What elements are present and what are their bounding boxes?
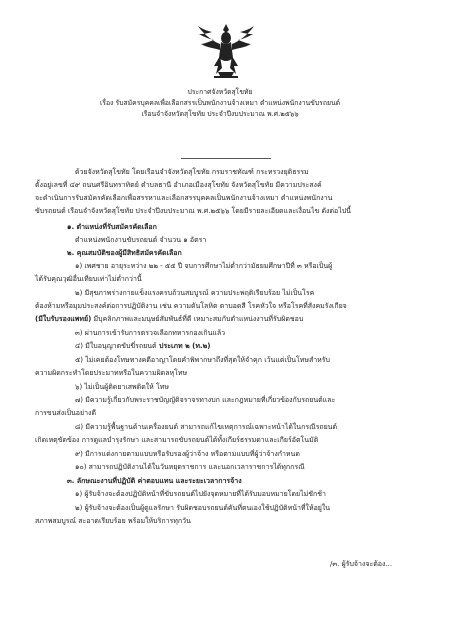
section-2-title: ๒. คุณสมบัติของผู้มีสิทธิสมัครคัดเลือก [67, 249, 182, 257]
qualification-7: ๗) มีความรู้เกี่ยวกับพระราชบัญญัติจราจรทางบก และกฎหมายที่เกี่ยวข้องกับรถยนต์และ [75, 396, 336, 404]
qualification-2: ๒) มีสุขภาพร่างกายแข็งแรงครบถ้วนสมบูรณ์ ความประพฤติเรียบร้อย ไม่เป็นโรค [75, 289, 315, 297]
intro-line-4: ขับรถยนต์ เรือนจำจังหวัดสุโขทัย ประจำปีงบประมาณ พ.ศ.๒๕๖๖ โดยมีรายละเอียดและเงื่อนไข ดังต่อไปนี้ [35, 207, 351, 215]
section-1-body: ตำแหน่งพนักงานขับรถยนต์ จำนวน ๑ อัตรา [75, 236, 207, 244]
qualification-9: ๙) มีการแต่งกายตามแบบหรือรับรองผู้ว่าจ้าง หรือตามแบบที่ผู้ว่าจ้างกำหนด [75, 450, 300, 458]
qualification-1: ๑) เพศชาย อายุระหว่าง ๒๒ - ๕๕ ปี จบการศึกษาไม่ต่ำกว่ามัธยมศึกษาปีที่ ๓ หรือเป็นผู้ [75, 262, 333, 270]
work-item-2-cont: สภาพสมบูรณ์ สะอาดเรียบร้อย พร้อมให้บริการทุกวัน [35, 517, 191, 525]
qualification-8-cont: เกิดเหตุขัดข้อง การดูแลบำรุงรักษา และสามารถขับรถยนต์ได้ทั้งเกียร์ธรรมดาและเกียร์อัตโนมัติ [35, 436, 319, 444]
intro-line-1: ด้วยจังหวัดสุโขทัย โดยเรือนจำจังหวัดสุโขทัย กรมราชทัณฑ์ กระทรวงยุติธรรม [75, 168, 309, 176]
continuation-note: /๓. ผู้รับจ้างจะต้อง... [330, 560, 393, 568]
qualification-2-cont-2-text: มีบุคลิกภาพและมนุษย์สัมพันธ์ที่ดี เหมาะสมกับตำแหน่งงานที่รับผิดชอบ [91, 315, 304, 323]
section-3-title: ๓. ลักษณะงานที่ปฏิบัติ ค่าตอบแทน และระยะเวลาการจ้าง [67, 477, 242, 485]
qualification-7-cont: การขนส่งเป็นอย่างดี [35, 409, 97, 417]
qualification-3: ๓) ผ่านการเข้ารับการตรวจเลือกทหารกองเกินแล้ว [75, 329, 226, 337]
qualification-6: ๖) ไม่เป็นผู้ติดยาเสพติดให้ โทษ [75, 383, 169, 391]
qualification-1-cont: ได้รับคุณวุฒิอื่นเทียบเท่าไม่ต่ำกว่านี้ [35, 275, 142, 283]
section-1-title: ๑. ตำแหน่งที่รับสมัครคัดเลือก [67, 223, 157, 231]
qualification-2-cont: ต้องห้ามหรือมุมประสงค์ต่อการปฏิบัติงาน เช่น ความดันโลหิต ตาบอดสี โรคหัวใจ หรือโรคที่สังคมรังเกียจ [35, 302, 347, 310]
header-divider [181, 158, 271, 159]
work-item-1: ๑) ผู้รับจ้างจะต้องปฏิบัติหน้าที่ขับรถยนต์ไปยังจุดหมายที่ได้รับมอบหมายโดยไม่ชักช้า [75, 490, 326, 498]
garuda-emblem-icon [196, 22, 256, 80]
issuer-heading: ประกาศจังหวัดสุโขทัย [187, 88, 253, 96]
medical-certificate-note: (มีใบรับรองแพทย์) [35, 315, 92, 323]
qualification-4-text: ๔) มีใบอนุญาตขับขี่รถยนต์ [75, 342, 157, 350]
license-type: ประเภท ๒ (ท.๒) [156, 342, 211, 350]
qualification-5: ๕) ไม่เคยต้องโทษทางคดีอาญาโดยคำพิพากษาถึงที่สุดให้จำคุก เว้นแต่เป็นโทษสำหรับ [75, 356, 331, 364]
qualification-8: ๘) มีความรู้พื้นฐานด้านเครื่องยนต์ สามารถแก้ไขเหตุการณ์เฉพาะหน้าได้ในกรณีรถยนต์ [75, 423, 338, 431]
work-item-2: ๒) ผู้รับจ้างจะต้องเป็นผู้ดูแลรักษา รับผิดชอบรถยนต์คันที่ตนเองใช้ปฏิบัติหน้าที่ให้อยู่ใน [75, 504, 331, 512]
intro-line-2: ตั้งอยู่เลขที่ ๔๙ ถนนศรีอินทราทิตย์ ตำบลธานี อำเภอเมืองสุโขทัย จังหวัดสุโขทัย มีความประสงค์ [35, 181, 322, 189]
qualification-4 [75, 342, 210, 351]
intro-line-3: จะดำเนินการรับสมัครคัดเลือกเพื่อสรรหาและเลือกสรรบุคคลเป็นพนักงานจ้างเหมา ตำแหน่งพนักงาน [35, 194, 333, 202]
qualification-2-cont-2 [35, 315, 303, 324]
qualification-10: ๑๐) สามารถปฏิบัติงานได้ในวันหยุดราชการ และนอกเวลาราชการได้ทุกกรณี [75, 463, 305, 471]
subject-line: เรื่อง รับสมัครบุคคลเพื่อเลือกสรรเป็นพนักงานจ้างเหมา ตำแหน่งพนักงานขับรถยนต์ [99, 99, 341, 107]
qualification-5-cont: ความผิดกระทำโดยประมาทหรือในความผิดลหุโทษ [35, 369, 188, 377]
subject-line-2: เรือนจำจังหวัดสุโขทัย ประจำปีงบประมาณ พ.ศ.๒๕๖๖ [141, 110, 299, 118]
